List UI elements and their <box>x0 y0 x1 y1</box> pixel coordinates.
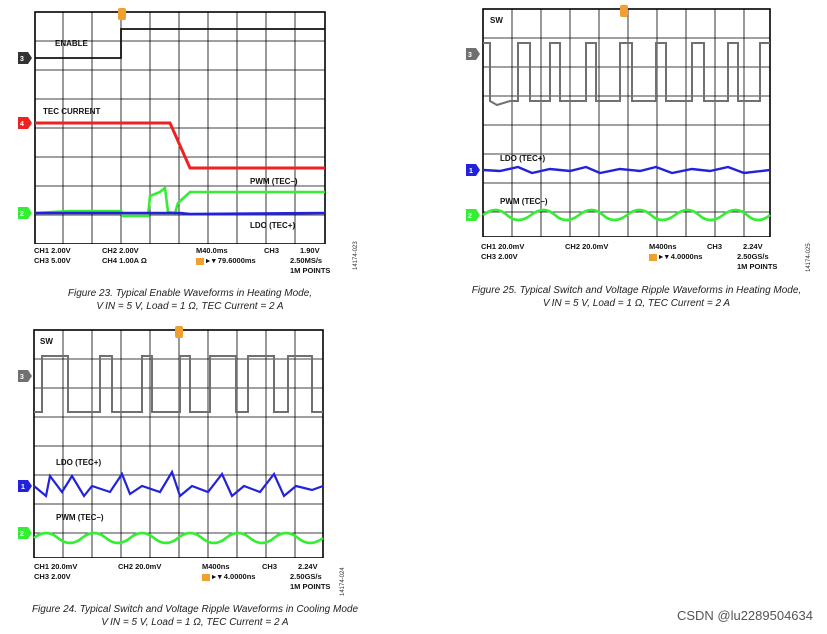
fig25-ch3: CH3 2.00V <box>481 252 518 261</box>
fig24-screen <box>12 326 328 558</box>
fig25-sample-rate: 2.50GS/s <box>737 252 769 261</box>
fig23-ldo-trace <box>35 213 325 214</box>
fig24-trigger-level: 2.24V <box>298 562 318 571</box>
fig25-marker-ch1 <box>466 164 480 176</box>
fig23-label-enable: ENABLE <box>55 39 88 48</box>
fig24-sample-rate: 2.50GS/s <box>290 572 322 581</box>
fig24-trigger-ch: CH3 <box>262 562 278 571</box>
fig23-timebase: M40.0ms <box>196 246 228 255</box>
fig23-label-tec-current: TEC CURRENT <box>43 107 101 116</box>
fig24-id: 14174-024 <box>340 567 346 596</box>
fig24-caption <box>0 603 390 629</box>
fig23-points: 1M POINTS <box>290 266 331 275</box>
svg-text:1: 1 <box>21 484 25 491</box>
fig25-trigger-marker <box>620 5 628 17</box>
fig25-scope <box>460 5 780 237</box>
fig24-scope <box>12 326 328 558</box>
svg-text:3: 3 <box>20 56 24 63</box>
fig23-marker-ch2 <box>18 207 32 219</box>
fig24-ch2: CH2 20.0mV <box>118 562 162 571</box>
svg-text:2: 2 <box>20 211 24 218</box>
fig25-trigger-icon <box>649 254 657 261</box>
fig23-ch4: CH4 1.00A Ω <box>102 256 147 265</box>
fig24-caption-line1: Figure 24. Typical Switch and Voltage Ripple Waveforms in Cooling Mode <box>31 604 359 615</box>
svg-text:2: 2 <box>20 531 24 538</box>
fig23-trigger-level: 1.90V <box>300 246 320 255</box>
fig25-ldo-trace <box>483 167 770 173</box>
fig24-ldo-trace <box>34 472 323 496</box>
svg-text:2: 2 <box>468 213 472 220</box>
fig24-graticule <box>34 330 323 558</box>
fig23-marker-ch3 <box>18 52 32 64</box>
fig25-caption-line2: V IN = 5 V, Load = 1 Ω, TEC Current = 2 A <box>542 298 731 309</box>
fig24-timebase: M400ns <box>202 562 230 571</box>
fig24-label-ldo: LDO (TEC+) <box>56 458 102 467</box>
fig25-label-pwm: PWM (TEC–) <box>500 197 548 206</box>
fig23-screen <box>10 8 350 244</box>
fig25-ch2: CH2 20.0mV <box>565 242 609 251</box>
fig24-marker-ch3 <box>18 370 32 382</box>
fig23-ch1: CH1 2.00V <box>34 246 71 255</box>
fig25-caption <box>446 284 827 310</box>
fig23-label-ldo: LDO (TEC+) <box>250 221 296 230</box>
fig23-marker-ch4 <box>18 117 32 129</box>
fig24-trigger-marker <box>175 326 183 338</box>
fig23-id: 14174-023 <box>353 241 359 270</box>
fig25-trigger-ch: CH3 <box>707 242 723 251</box>
fig23-trigger-pos: 79.6000ms <box>217 256 256 265</box>
svg-text:3: 3 <box>20 374 24 381</box>
svg-text:1: 1 <box>469 168 473 175</box>
fig23-ch3: CH3 5.00V <box>34 256 71 265</box>
fig23-trigger-icon <box>196 258 204 265</box>
fig24-points: 1M POINTS <box>290 582 331 591</box>
fig25-trigger-pos-row: ▸ ▾ 4.0000ns <box>649 252 702 261</box>
fig23-ch2: CH2 2.00V <box>102 246 139 255</box>
fig24-ch1: CH1 20.0mV <box>34 562 78 571</box>
fig23-label-pwm: PWM (TEC–) <box>250 177 298 186</box>
fig25-settings <box>481 242 801 278</box>
fig24-sw-trace <box>34 356 323 412</box>
fig24-trigger-pos: 4.0000ns <box>223 572 256 581</box>
fig23-scope <box>10 8 350 244</box>
fig25-id: 14174-025 <box>806 243 812 272</box>
fig25-ch1: CH1 20.0mV <box>481 242 525 251</box>
fig24-marker-ch2 <box>18 527 32 539</box>
fig24-trigger-icon <box>202 574 210 581</box>
fig24-label-sw: SW <box>40 337 53 346</box>
fig24-ch3: CH3 2.00V <box>34 572 71 581</box>
fig23-caption-line2: V IN = 5 V, Load = 1 Ω, TEC Current = 2 A <box>96 301 284 312</box>
watermark: CSDN @lu2289504634 <box>676 608 813 623</box>
fig25-marker-ch2 <box>466 209 480 221</box>
fig25-pwm-trace <box>483 210 770 220</box>
fig24-caption-line2: V IN = 5 V, Load = 1 Ω, TEC Current = 2 A <box>101 617 289 628</box>
fig25-timebase: M400ns <box>649 242 677 251</box>
fig24-label-pwm: PWM (TEC–) <box>56 513 104 522</box>
fig24-trigger-pos-row: ▸ ▾ 4.0000ns <box>202 572 255 581</box>
fig23-settings <box>34 246 364 282</box>
fig23-caption <box>10 287 370 313</box>
svg-text:4: 4 <box>20 121 24 128</box>
fig25-trigger-pos: 4.0000ns <box>670 252 703 261</box>
fig23-trigger-marker <box>118 8 126 20</box>
fig25-trigger-level: 2.24V <box>743 242 763 251</box>
fig25-label-sw: SW <box>490 16 503 25</box>
fig24-pwm-trace <box>34 533 323 543</box>
fig23-sample-rate: 2.50MS/s <box>290 256 323 265</box>
fig23-tec-current-trace <box>35 123 325 168</box>
fig24-marker-ch1 <box>18 480 32 492</box>
svg-text:3: 3 <box>468 52 472 59</box>
fig25-caption-line1: Figure 25. Typical Switch and Voltage Ripple Waveforms in Heating Mode, <box>471 285 802 296</box>
fig23-trigger-pos-row: ▸ ▾ 79.6000ms <box>196 256 256 265</box>
fig23-caption-line1: Figure 23. Typical Enable Waveforms in Heating Mode, <box>67 288 313 299</box>
fig24-settings <box>34 562 354 598</box>
fig25-marker-ch3 <box>466 48 480 60</box>
fig25-label-ldo: LDO (TEC+) <box>500 154 546 163</box>
fig23-trigger-ch: CH3 <box>264 246 280 255</box>
fig25-points: 1M POINTS <box>737 262 778 271</box>
fig25-screen <box>460 5 780 237</box>
